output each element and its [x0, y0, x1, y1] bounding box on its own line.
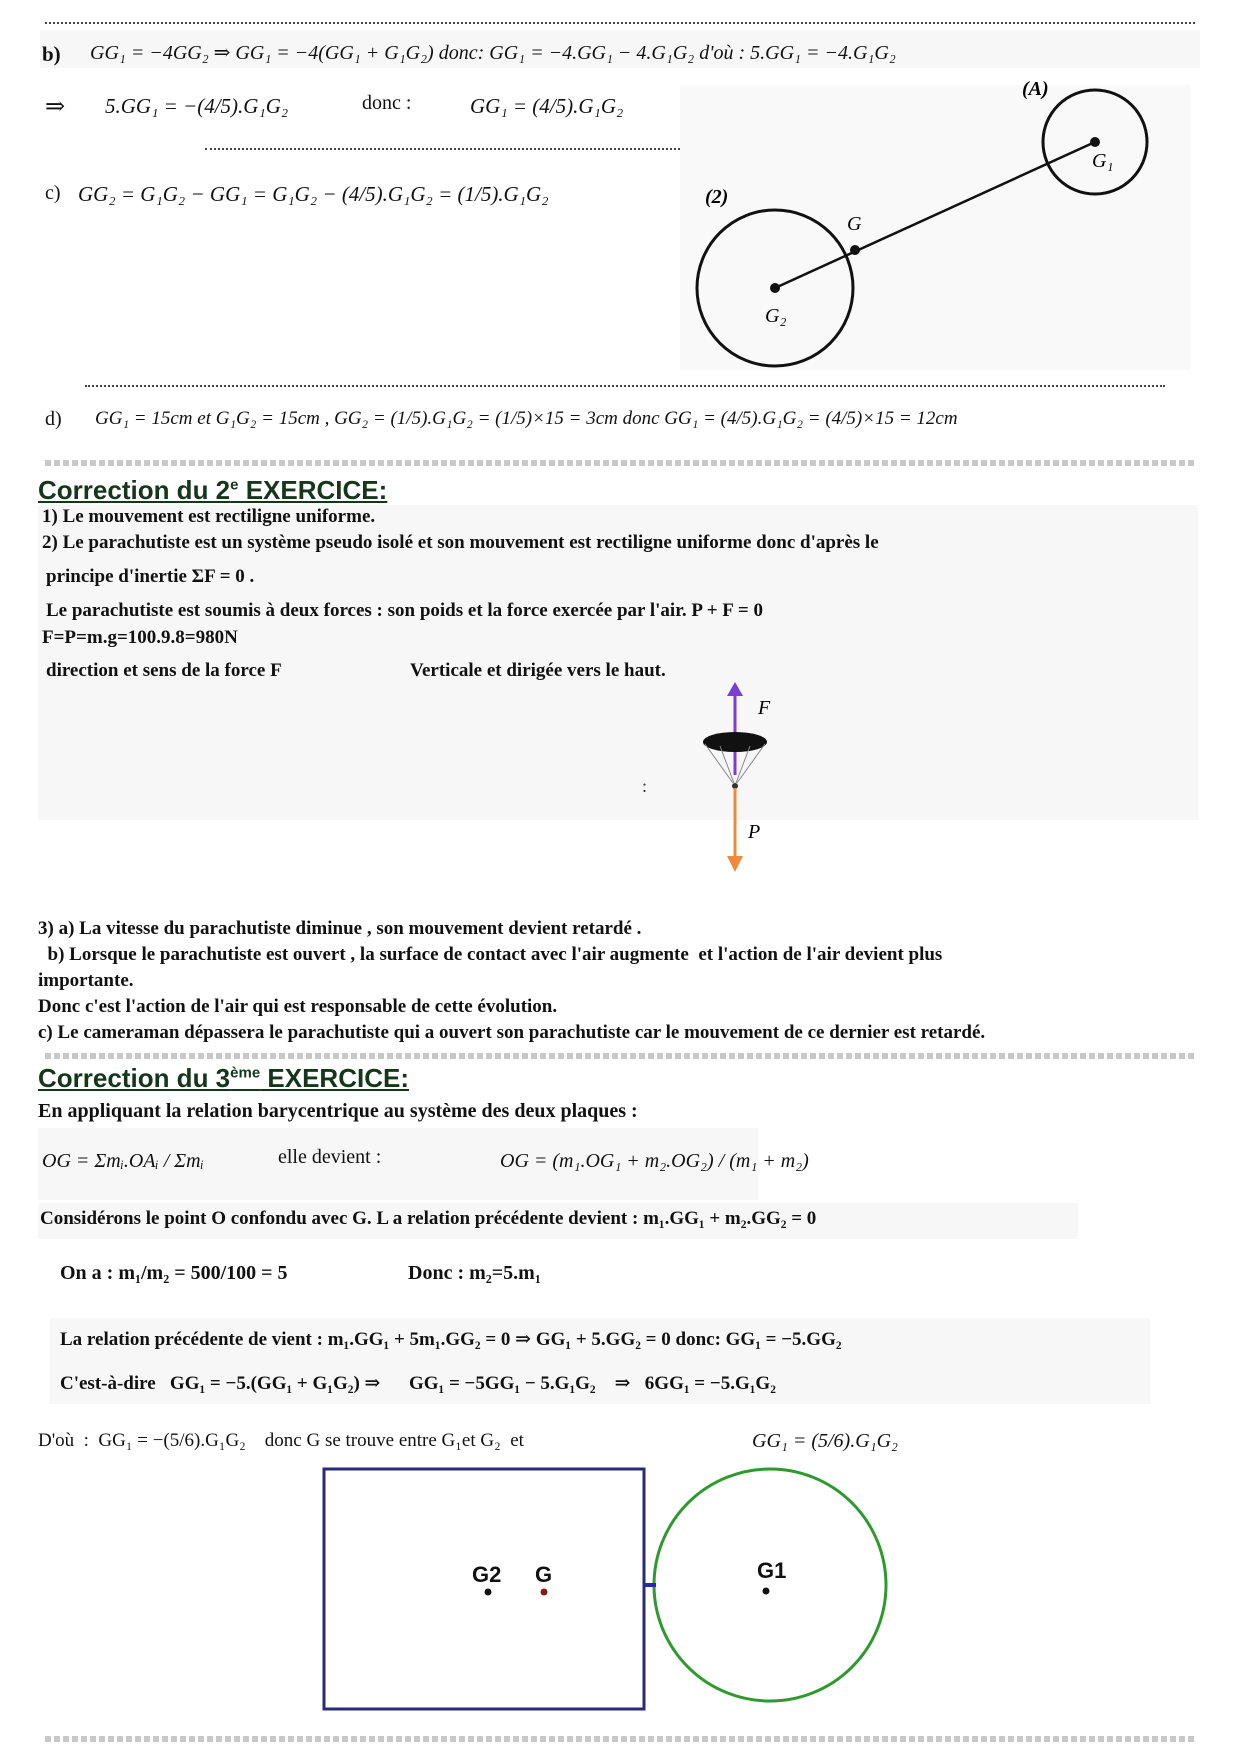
- point-g1-dot: [1090, 137, 1100, 147]
- ex2-q1: 1) Le mouvement est rectiligne uniforme.: [42, 506, 376, 527]
- force-p-arrowhead: [727, 856, 743, 872]
- ex3-formula-barycentre: OG = Σmᵢ.OAᵢ / Σmᵢ: [42, 1150, 204, 1172]
- point-g1-dot: [763, 1588, 770, 1595]
- ex3-formula-two-plates: OG = (m₁.OG₁ + m₂.OG₂) / (m₁ + m₂): [500, 1150, 809, 1172]
- ex1-b-line2-arrow: ⇒: [45, 94, 66, 120]
- label-g2: G2: [472, 1562, 502, 1587]
- ex3-mass-ratio: On a : m₁/m₂ = 500/100 = 5: [60, 1262, 288, 1284]
- ex1-b-line2-donc: donc :: [362, 92, 412, 114]
- ex1-d-line: GG₁ = 15cm et G₁G₂ = 15cm , GG₂ = (1/5).G₁G₂ = (1/5)×15 = 3cm donc GG₁ = (4/5).G₁G₂ = (4/5)×15 = 12cm: [95, 408, 958, 429]
- bottom-divider: [45, 1736, 1195, 1742]
- label-g: G: [847, 213, 862, 235]
- ex3-heading: [38, 1063, 409, 1094]
- ex1-b-line2-result: GG₁ = (4/5).G₁G₂: [470, 94, 624, 118]
- ex1-d-label: d): [45, 408, 62, 430]
- section-divider-2: [45, 1053, 1195, 1059]
- label-circle-a: (A): [1022, 78, 1049, 100]
- label-circle-2: (2): [705, 186, 729, 208]
- ex2-q3b-cont: importante.: [38, 970, 134, 991]
- parachutist-figure: [640, 680, 800, 880]
- label-g1: G₁: [1092, 150, 1114, 172]
- ex3-consider: Considérons le point O confondu avec G. L a relation précédente devient : m₁.GG₁ + m₂.GG₂ = 0: [40, 1208, 817, 1229]
- ex2-direction-value: Verticale et dirigée vers le haut.: [410, 660, 666, 681]
- ex2-heading: [38, 475, 387, 506]
- ex2-direction-label: direction et sens de la force F: [46, 660, 282, 681]
- point-g2-dot: [770, 283, 780, 293]
- label-g: G: [535, 1562, 553, 1587]
- ex2-heading-post: EXERCICE:: [238, 475, 388, 505]
- label-g2: G₂: [765, 305, 787, 327]
- ex2-value: F=P=m.g=100.9.8=980N: [42, 627, 238, 648]
- ex3-heading-sup: ème: [230, 1064, 261, 1082]
- ex3-plates-figure: [320, 1465, 910, 1715]
- ex3-m2-relation: Donc : m₂=5.m₁: [408, 1262, 541, 1284]
- ex3-heading-post: EXERCICE:: [260, 1063, 409, 1093]
- square-plate: [324, 1469, 644, 1709]
- ex1-b-label: b): [42, 42, 61, 66]
- point-g2-dot: [485, 1589, 492, 1596]
- ex3-heading-pre: Correction du 3: [38, 1063, 231, 1093]
- ex3-dou-result: GG₁ = (5/6).G₁G₂: [752, 1430, 899, 1452]
- force-f-arrowhead: [727, 682, 743, 696]
- ex2-q3b-conclusion: Donc c'est l'action de l'air qui est responsable de cette évolution.: [38, 996, 558, 1017]
- ex2-heading-pre: Correction du 2: [38, 475, 231, 505]
- ex2-forces: Le parachutiste est soumis à deux forces : son poids et la force exercée par l'air. P + F = 0: [46, 600, 764, 621]
- ex2-q3b: b) Lorsque le parachutiste est ouvert , la surface de contact avec l'air augmente et l'action de l'air devient plus: [38, 944, 943, 965]
- colon-mark: :: [642, 776, 648, 796]
- ex3-dou: D'où : GG₁ = −(5/6).G₁G₂ donc G se trouve entre G₁et G₂ et: [38, 1430, 524, 1451]
- point-g-dot: [850, 245, 860, 255]
- ex2-q3a: 3) a) La vitesse du parachutiste diminue , son mouvement devient retardé .: [38, 918, 642, 939]
- ex3-cest-a-dire: C'est-à-dire GG₁ = −5.(GG₁ + G₁G₂) ⇒ GG₁ = −5GG₁ − 5.G₁G₂ ⇒ 6GG₁ = −5.G₁G₂: [60, 1373, 776, 1394]
- ex2-inertia: principe d'inertie ΣF = 0 .: [46, 566, 255, 587]
- ex1-b-line1: GG₁ = −4GG₂ ⇒ GG₁ = −4(GG₁ + G₁G₂) donc: GG₁ = −4.GG₁ − 4.G₁G₂ d'où : 5.GG₁ = −4.G₁G₂: [90, 42, 896, 64]
- label-g1: G1: [757, 1558, 787, 1583]
- ex1-circles-figure: [680, 75, 1200, 375]
- point-g-dot: [541, 1589, 548, 1596]
- ex3-elle-devient: elle devient :: [278, 1146, 382, 1168]
- parachute-canopy: [703, 732, 767, 752]
- label-force-p: P: [748, 821, 761, 843]
- ex3-intro: En appliquant la relation barycentrique au système des deux plaques :: [38, 1100, 638, 1122]
- section-divider-1: [45, 460, 1195, 466]
- ex3-relation: La relation précédente de vient : m₁.GG₁ + 5m₁.GG₂ = 0 ⇒ GG₁ + 5.GG₂ = 0 donc: GG₁ = −5.GG₂: [60, 1329, 842, 1350]
- ex2-heading-sup: e: [230, 476, 239, 494]
- ex2-q3c: c) Le cameraman dépassera le parachutiste qui a ouvert son parachutiste car le mouvement de ce dernier est retardé.: [38, 1022, 986, 1043]
- circular-plate: [654, 1469, 886, 1701]
- ex1-c-label: c): [45, 182, 61, 204]
- ex1-b-line2: 5.GG₁ = −(4/5).G₁G₂: [105, 94, 289, 118]
- label-force-f: F: [758, 697, 771, 719]
- ex2-q2: 2) Le parachutiste est un système pseudo isolé et son mouvement est rectiligne uniforme donc d'après le: [42, 532, 879, 553]
- figure-background: [680, 85, 1190, 370]
- ex1-lower-divider: [85, 385, 1165, 387]
- top-divider: [45, 22, 1195, 24]
- ex1-c-line: GG₂ = G₁G₂ − GG₁ = G₁G₂ − (4/5).G₁G₂ = (1/5).G₁G₂: [78, 182, 549, 206]
